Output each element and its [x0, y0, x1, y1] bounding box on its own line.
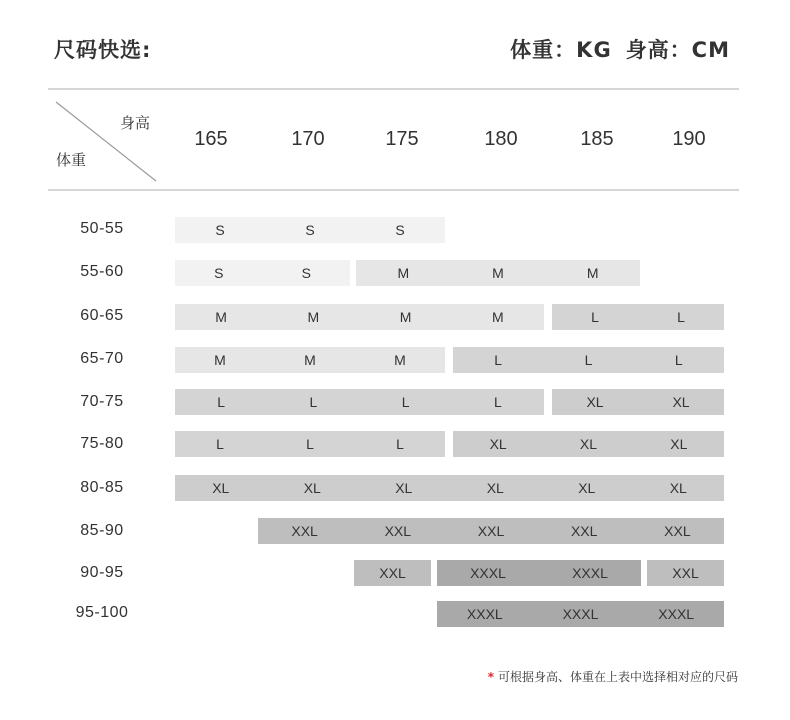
footnote-text: 可根据身高、体重在上表中选择相对应的尺码 [497, 670, 738, 684]
height-header-165: 165 [194, 128, 228, 150]
size-cell: L [309, 394, 318, 410]
size-cell: M [307, 309, 320, 325]
height-header-175: 175 [385, 128, 419, 150]
size-cell: M [492, 265, 504, 281]
size-block-l [453, 347, 724, 373]
size-block-l [175, 389, 544, 415]
size-block-xl [453, 431, 724, 457]
size-cell: L [584, 352, 593, 368]
footnote-asterisk: * [487, 670, 494, 684]
size-cell: XXXL [658, 606, 695, 622]
size-block-xxl [354, 560, 431, 586]
height-header-190: 190 [672, 128, 706, 150]
size-cell: XXL [672, 565, 699, 581]
size-cell: XL [670, 436, 688, 452]
size-cell: S [301, 265, 311, 281]
size-cell: M [304, 352, 316, 368]
size-cell: XL [486, 480, 504, 496]
weight-label-80-85: 80-85 [80, 479, 124, 496]
weight-label-60-65: 60-65 [80, 307, 124, 324]
size-cell: XXL [570, 523, 598, 539]
size-block-l [552, 304, 724, 330]
size-block-xxl [647, 560, 724, 586]
page-title: 尺码快选: [54, 38, 152, 62]
size-cell: XL [579, 436, 598, 452]
size-block-s [175, 260, 350, 286]
size-cell: L [674, 352, 683, 368]
weight-label-55-60: 55-60 [80, 263, 124, 280]
size-cell: XL [586, 394, 604, 410]
size-cell: XXL [379, 565, 406, 581]
size-block-l [175, 431, 445, 457]
size-cell: M [397, 265, 410, 281]
size-cell: XL [303, 480, 321, 496]
size-block-xxxl [437, 601, 724, 627]
weight-label-50-55: 50-55 [80, 220, 124, 237]
size-cell: M [394, 352, 406, 368]
weight-label-70-75: 70-75 [80, 393, 124, 410]
weight-label-65-70: 65-70 [80, 350, 124, 367]
size-cell: L [396, 436, 404, 452]
size-cell: M [215, 309, 227, 325]
size-cell: XL [489, 436, 507, 452]
corner-diagonal-line [48, 90, 168, 190]
size-cell: M [492, 309, 504, 325]
corner-weight-label: 体重 [56, 151, 87, 169]
weight-label-95-100: 95-100 [75, 604, 129, 621]
size-cell: XL [212, 480, 230, 496]
size-cell: M [586, 265, 599, 281]
size-cell: S [214, 265, 224, 281]
size-cell: L [493, 394, 502, 410]
unit-legend [510, 34, 730, 64]
size-block-xxl [258, 518, 724, 544]
size-cell: XL [672, 394, 690, 410]
size-cell: S [305, 222, 315, 238]
size-block-xxxl [437, 560, 641, 586]
size-cell: XXXL [466, 606, 503, 622]
size-block-m [175, 304, 544, 330]
size-cell: M [214, 352, 226, 368]
size-cell: L [591, 309, 599, 325]
size-cell: L [216, 436, 224, 452]
size-cell: XXL [291, 523, 318, 539]
size-block-xl [552, 389, 724, 415]
size-cell: XXXL [572, 565, 608, 581]
weight-unit-label: 体重：KG [510, 38, 612, 62]
weight-label-90-95: 90-95 [80, 564, 124, 581]
size-cell: S [215, 222, 225, 238]
size-cell: M [399, 309, 412, 325]
height-header-180: 180 [484, 128, 518, 150]
size-block-m [356, 260, 640, 286]
size-cell: XXL [477, 523, 505, 539]
size-block-s [175, 217, 445, 243]
size-cell: XXXL [562, 606, 599, 622]
height-unit-label: 身高：CM [625, 38, 730, 62]
size-block-xl [175, 475, 724, 501]
size-cell: L [677, 309, 685, 325]
size-cell: XL [395, 480, 413, 496]
footnote [488, 668, 738, 685]
height-header-170: 170 [291, 128, 325, 150]
size-cell: L [401, 394, 410, 410]
size-cell: XL [578, 480, 596, 496]
size-cell: L [306, 436, 314, 452]
size-cell: L [494, 352, 503, 368]
size-cell: XXL [384, 523, 412, 539]
size-cell: XXXL [470, 565, 506, 581]
weight-label-75-80: 75-80 [80, 435, 124, 452]
corner-height-label: 身高 [120, 114, 151, 132]
size-block-m [175, 347, 445, 373]
size-cell: L [217, 394, 226, 410]
size-cell: S [395, 222, 405, 238]
size-cell: XL [669, 480, 687, 496]
height-header-185: 185 [580, 128, 614, 150]
weight-label-85-90: 85-90 [80, 522, 124, 539]
size-cell: XXL [664, 523, 691, 539]
